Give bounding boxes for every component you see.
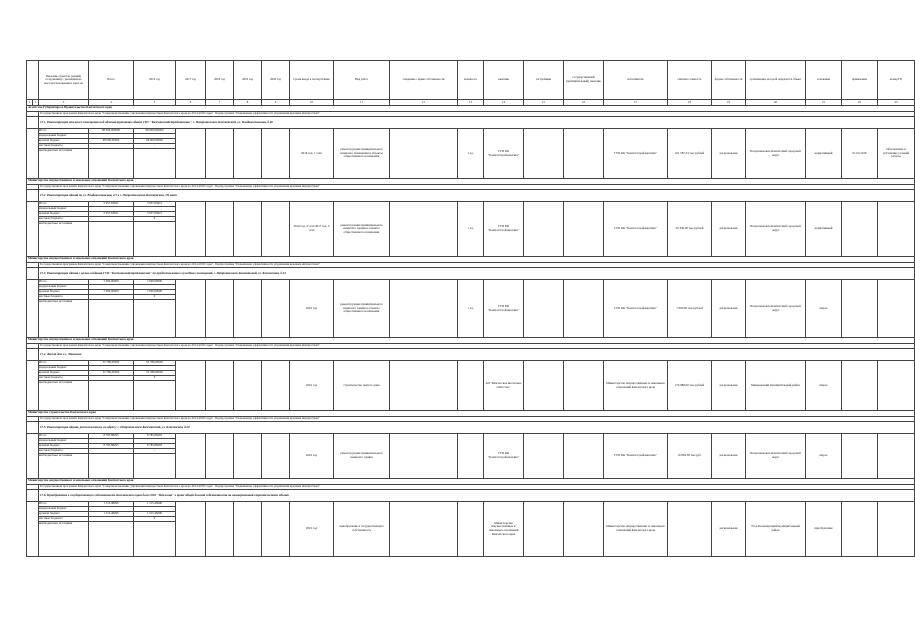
header-cell: Сроки ввода в эксплуатацию xyxy=(290,61,334,100)
funding-2016 xyxy=(134,361,176,411)
funding-year-empty xyxy=(206,202,234,257)
commissioning-term: 2016 год xyxy=(290,280,334,338)
funding-value: - xyxy=(134,144,175,149)
program-title: Государственная программа Камчатского края "Совершенствование управления имуществом Камчатского края на 2014-2018 годы". Подпрограмма "Повышение эффективности управления краевым имуществом" xyxy=(39,111,915,117)
header-cell: Итого xyxy=(89,61,134,100)
estimated-cost xyxy=(668,502,712,557)
customer: ГУП КК "Камчатстройзаказчик" xyxy=(484,434,524,479)
funding-source-label: внебюджетные источники xyxy=(39,220,73,225)
funding-value xyxy=(89,522,133,526)
developer-blank xyxy=(524,502,564,557)
funding-year-empty xyxy=(234,280,262,338)
capacity: 1 ед. xyxy=(458,280,484,338)
funding-value xyxy=(89,149,133,153)
basis: нормативный xyxy=(806,202,842,257)
header-row xyxy=(27,61,915,100)
funding-value xyxy=(134,149,175,153)
funding-source-label: внебюджетные источники xyxy=(39,298,73,303)
note xyxy=(842,502,878,557)
work-type: реконструкция муниципального нежилого здания xyxy=(334,434,390,479)
estimated-cost: 176 986,00 тыс.рублей xyxy=(668,361,712,411)
funding-year-empty xyxy=(262,361,290,411)
funding-value: 8 785,88293 xyxy=(134,444,175,449)
funding-value: 5 957,63621 xyxy=(89,212,133,217)
column-number-cell: 22 xyxy=(842,100,878,106)
object-indent xyxy=(27,422,39,434)
basis: запрос xyxy=(806,434,842,479)
program-title: Государственная программа Камчатского края "Совершенствование управления имуществом Камчатского края на 2014-2018 годы". Подпрограмма "Повышение эффективности управления краевым имуществом" xyxy=(39,262,915,268)
header-cell: Вид работ xyxy=(334,61,390,100)
column-number-cell: 17 xyxy=(604,100,668,106)
object-title: 17.2. Реконструкция здания по ул. Владивостокская, 2/1 в г. Петропавловске-Камчатском, III этап xyxy=(39,190,915,202)
developer-blank xyxy=(524,129,564,179)
state-customer-blank xyxy=(564,202,604,257)
header-cell: 2016 год xyxy=(134,61,176,100)
header-cell: застройщик xyxy=(524,61,564,100)
funding-value: - xyxy=(134,449,175,454)
commissioning-term: 2016 год xyxy=(290,502,334,557)
header-cell: Перечень объектов (зданий, сооружений) с указанием их месторасположения и адресов xyxy=(39,61,89,100)
funding-value: 55 786,00000 xyxy=(89,371,133,376)
estimated-cost: 161 587,34 тыс.рублей xyxy=(668,129,712,179)
funding-source-label: местные бюджеты xyxy=(39,144,88,149)
funding-year-empty xyxy=(176,280,206,338)
capital-construction-register-table xyxy=(26,60,915,557)
section-title: Министерство имущественных и земельных отношений Камчатского края xyxy=(27,338,915,344)
funding-2016 xyxy=(134,434,176,479)
funding-total xyxy=(89,129,134,179)
object-title: 17.3. Реконструкция здания с целью создания ГУП "Камчатскийстройзаказчик" по предоставлению служебных помещений, г. Петропавловск-Камчатский, ул. Ключевская, д.43 xyxy=(39,268,915,280)
funding-2016 xyxy=(134,129,176,179)
object-data-row xyxy=(27,361,915,411)
object-data-indent xyxy=(27,280,39,338)
funding-total xyxy=(89,202,134,257)
note xyxy=(842,434,878,479)
developer-blank xyxy=(524,280,564,338)
work-type: строительство жилого дома xyxy=(334,361,390,411)
object-data-row xyxy=(27,129,915,179)
funding-source-label: краевой бюджет xyxy=(39,444,88,449)
capacity: 1 ед. xyxy=(458,129,484,179)
column-number-cell: 6 xyxy=(176,100,206,106)
funding-source-label: федеральный бюджет xyxy=(39,366,88,371)
funding-2016 xyxy=(134,280,176,338)
header-cell: примечание xyxy=(842,61,878,100)
property-rights xyxy=(390,502,458,557)
funding-source-label: федеральный бюджет xyxy=(39,285,88,290)
funding-year-empty xyxy=(234,361,262,411)
basis: запрос xyxy=(806,280,842,338)
ownership-form: региональная xyxy=(712,202,746,257)
funding-year-empty xyxy=(262,129,290,179)
program-title: Государственная программа Камчатского края "Совершенствование управления имуществом Камчатского края на 2014-2018 годы". Подпрограмма "Повышение эффективности управления краевым имуществом" xyxy=(39,184,915,190)
object-indent xyxy=(27,490,39,502)
column-number-cell: 10 xyxy=(290,100,334,106)
funding-year-empty xyxy=(262,280,290,338)
column-number-cell: 5 xyxy=(134,100,176,106)
funding-source-label: внебюджетные источники xyxy=(39,379,73,384)
commissioning-term: 2016 год, 2 этап 2017 год, 3 этап xyxy=(290,202,334,257)
executor: Министерство имущественных и земельных отношений Камчатского края xyxy=(604,361,668,411)
funding-year-empty xyxy=(176,361,206,411)
column-number-cell: 21 xyxy=(806,100,842,106)
column-number-cell: 12 xyxy=(390,100,458,106)
funding-value xyxy=(134,381,175,385)
funding-source-label: федеральный бюджет xyxy=(39,439,88,444)
customer: ГУП КК "Камчатстройзаказчик" xyxy=(484,202,524,257)
funding-value xyxy=(134,522,175,526)
header-cell: сметная стоимость xyxy=(668,61,712,100)
object-title-row xyxy=(27,117,915,129)
estimated-cost: 7 000,00 тыс.рублей xyxy=(668,280,712,338)
object-indent xyxy=(27,190,39,202)
funding-value: 98 000,000000 xyxy=(134,129,175,134)
funding-source-label: Итого xyxy=(39,502,88,507)
funding-value xyxy=(89,381,133,385)
property-rights xyxy=(390,280,458,338)
funding-sources xyxy=(39,280,89,338)
funding-year-empty xyxy=(234,202,262,257)
column-number-cell: 2 xyxy=(33,100,39,106)
capacity: 1 ед. xyxy=(458,202,484,257)
funding-2016 xyxy=(134,202,176,257)
column-number-cell: 8 xyxy=(234,100,262,106)
object-title: 17.6. Приобретение в государственную собственность Камчатского края доли ООО "Пенжина" в праве общей долевой собственности на незавершенный строительством объект xyxy=(39,490,915,502)
receiving-organization: Мильковский муниципальный район xyxy=(746,361,806,411)
gp-number xyxy=(878,502,915,557)
object-data-row xyxy=(27,502,915,557)
funding-source-label: краевой бюджет xyxy=(39,290,88,295)
funding-sources xyxy=(39,129,89,179)
funding-value: 7 000,00000 xyxy=(134,280,175,285)
funding-source-label: внебюджетные источники xyxy=(39,452,73,457)
funding-sources xyxy=(39,202,89,257)
column-number-cell: 16 xyxy=(564,100,604,106)
funding-value: 55 786,00000 xyxy=(134,361,175,366)
object-title-row xyxy=(27,349,915,361)
executor: ГУП КК "Камчатстройзаказчик" xyxy=(604,129,668,179)
section-title: Министерство строительства Камчатского края xyxy=(27,411,915,417)
funding-source-label: краевой бюджет xyxy=(39,512,88,517)
funding-value: 0 xyxy=(134,217,175,222)
note xyxy=(842,361,878,411)
ownership-form: региональная xyxy=(712,129,746,179)
funding-year-empty xyxy=(262,434,290,479)
object-data-indent xyxy=(27,202,39,257)
funding-total xyxy=(89,361,134,411)
property-rights xyxy=(390,361,458,411)
object-title-row xyxy=(27,268,915,280)
object-title-row xyxy=(27,190,915,202)
object-title-row xyxy=(27,490,915,502)
funding-sources xyxy=(39,361,89,411)
funding-value: 1 515,48290 xyxy=(89,512,133,517)
funding-sources xyxy=(39,502,89,557)
gp-number xyxy=(878,434,915,479)
funding-value: 1 515,48290 xyxy=(134,502,175,507)
funding-value xyxy=(134,300,175,304)
funding-value: 8 785,88293 xyxy=(89,444,133,449)
funding-value: 5 957,63621 xyxy=(134,202,175,207)
funding-total xyxy=(89,434,134,479)
funding-year-empty xyxy=(206,129,234,179)
ownership-form: региональная xyxy=(712,280,746,338)
funding-value: 98 000,00000 xyxy=(134,139,175,144)
header-cell: форма собственности xyxy=(712,61,746,100)
funding-year-empty xyxy=(206,434,234,479)
column-number-cell: 23 xyxy=(878,100,915,106)
funding-year-empty xyxy=(206,280,234,338)
column-number-cell: 19 xyxy=(712,100,746,106)
work-type: реконструкция муниципального нежилого здания в объекты общественного назначения xyxy=(334,202,390,257)
object-title: 17.4. Жилой дом в с. Мильково xyxy=(39,349,915,361)
header-cell: 2017 год xyxy=(176,61,206,100)
register-table-sheet xyxy=(26,60,910,536)
funding-value: 0 xyxy=(134,376,175,381)
commissioning-term: 2016 год xyxy=(290,361,334,411)
object-data-indent xyxy=(27,361,39,411)
funding-2016 xyxy=(134,502,176,557)
object-data-indent xyxy=(27,502,39,557)
state-customer-blank xyxy=(564,502,604,557)
ownership-form: региональная xyxy=(712,434,746,479)
column-number-cell: 9 xyxy=(262,100,290,106)
header-cell: исполнитель xyxy=(604,61,668,100)
funding-source-label: краевой бюджет xyxy=(39,371,88,376)
funding-total xyxy=(89,502,134,557)
program-title: Государственная программа Камчатского края "Совершенствование управления имуществом Камчатского края на 2014-2018 годы". Подпрограмма "Повышение эффективности управления краевым имуществом" xyxy=(39,416,915,422)
funding-value: 5 957,63621 xyxy=(89,202,133,207)
funding-value xyxy=(89,454,133,458)
funding-year-empty xyxy=(176,202,206,257)
funding-year-empty xyxy=(176,434,206,479)
receiving-organization: Петропавловск-Камчатский городской округ xyxy=(746,280,806,338)
commissioning-term: 2016 год xyxy=(290,434,334,479)
column-number-cell: 1 xyxy=(27,100,33,106)
object-title: 17.5. Реконструкция здания, расположенного по адресу: г. Петропавловск-Камчатский, ул. Ключевская, д.20 xyxy=(39,422,915,434)
funding-source-label: Итого xyxy=(39,202,88,207)
column-number-cell: 18 xyxy=(668,100,712,106)
funding-value: 7 000,00000 xyxy=(134,290,175,295)
object-title: 17.1. Реконструкция нежилого помещения под административное здание ГКУ "Камчатскийстройзаказчик", г. Петропавловск-Камчатский, ул. Владивостокская, д.20 xyxy=(39,117,915,129)
column-number-cell: 11 xyxy=(334,100,390,106)
basis: нормативный xyxy=(806,129,842,179)
state-customer-blank xyxy=(564,280,604,338)
customer: АО "Камчатское ипотечное агентство" xyxy=(484,361,524,411)
object-indent xyxy=(27,117,39,129)
gp-number xyxy=(878,280,915,338)
funding-value xyxy=(89,300,133,304)
column-number-cell: 3 xyxy=(39,100,89,106)
funding-source-label: местные бюджеты xyxy=(39,217,88,222)
funding-value: 55 786,00000 xyxy=(89,361,133,366)
funding-year-empty xyxy=(234,502,262,557)
funding-value: 98 000,000000 xyxy=(89,129,133,134)
capacity xyxy=(458,434,484,479)
funding-source-label: краевой бюджет xyxy=(39,139,88,144)
work-type: приобретение в государственную собственность xyxy=(334,502,390,557)
header-cell: номер ГП xyxy=(878,61,915,100)
funding-source-label: федеральный бюджет xyxy=(39,134,88,139)
funding-value: 8 785,88293 xyxy=(134,434,175,439)
funding-value: 1 515,48290 xyxy=(89,502,133,507)
funding-year-empty xyxy=(262,502,290,557)
header-cell: 2019 год xyxy=(234,61,262,100)
object-title-row xyxy=(27,422,915,434)
section-title: Министерство имущественных и земельных отношений Камчатского края xyxy=(27,179,915,185)
funding-year-empty xyxy=(262,202,290,257)
note xyxy=(842,280,878,338)
program-title: Государственная программа Камчатского края "Совершенствование управления имуществом Камчатского края на 2014-2018 годы". Подпрограмма "Повышение эффективности управления краевым имуществом" xyxy=(39,343,915,349)
funding-total xyxy=(89,280,134,338)
funding-value: 5 957,63621 xyxy=(134,212,175,217)
developer-blank xyxy=(524,361,564,411)
state-customer-blank xyxy=(564,361,604,411)
header-cell: основание xyxy=(806,61,842,100)
work-type: реконструкция муниципального нежилого помещения в объекты общественного назначения xyxy=(334,129,390,179)
column-number-cell: 15 xyxy=(524,100,564,106)
funding-value: 0 xyxy=(134,295,175,300)
state-customer-blank xyxy=(564,434,604,479)
funding-value xyxy=(134,454,175,458)
funding-year-empty xyxy=(176,502,206,557)
header-cell: государственный (муниципальный) заказчик xyxy=(564,61,604,100)
basis: приобретение xyxy=(806,502,842,557)
gp-number xyxy=(878,202,915,257)
funding-source-label: федеральный бюджет xyxy=(39,207,88,212)
funding-source-label: Итого xyxy=(39,280,88,285)
executor: ГУП КК "Камчатстройзаказчик" xyxy=(604,202,668,257)
object-data-indent xyxy=(27,434,39,479)
column-number-cell: 4 xyxy=(89,100,134,106)
funding-value xyxy=(89,222,133,226)
header-cell: 2020 год xyxy=(262,61,290,100)
funding-source-label: местные бюджеты xyxy=(39,295,88,300)
object-data-row xyxy=(27,434,915,479)
funding-value: 98 000,00000 xyxy=(89,139,133,144)
funding-value: 1 515,48290 xyxy=(134,512,175,517)
funding-source-label: внебюджетные источники xyxy=(39,520,73,525)
section-title: Министерство имущественных и земельных отношений Камчатского края xyxy=(27,257,915,263)
customer: Министерство имущественных и земельных отношений Камчатского края xyxy=(484,502,524,557)
funding-sources xyxy=(39,434,89,479)
funding-value: 7 000,00000 xyxy=(89,280,133,285)
estimated-cost: 10 894,38 тыс.руб. xyxy=(668,434,712,479)
funding-value: 55 786,00000 xyxy=(134,371,175,376)
header-cell: организация, которой передается объект xyxy=(746,61,806,100)
object-data-row xyxy=(27,202,915,257)
object-data-indent xyxy=(27,129,39,179)
column-number-cell: 20 xyxy=(746,100,806,106)
receiving-organization: Петропавловск-Камчатский городской округ xyxy=(746,202,806,257)
executor: ГУП КК "Камчатстройзаказчик" xyxy=(604,280,668,338)
developer-blank xyxy=(524,434,564,479)
funding-year-empty xyxy=(234,434,262,479)
funding-year-empty xyxy=(234,129,262,179)
object-indent xyxy=(27,268,39,280)
header-cell: 2018 год xyxy=(206,61,234,100)
funding-source-label: Итого xyxy=(39,129,88,134)
column-number-cell: 7 xyxy=(206,100,234,106)
estimated-cost: 20 339,00 тыс.рублей xyxy=(668,202,712,257)
funding-value: 7 000,00000 xyxy=(89,290,133,295)
developer-blank xyxy=(524,202,564,257)
header-cell-blank xyxy=(27,61,39,100)
gp-number: Обеспечение и улучшение условий работы xyxy=(878,129,915,179)
property-rights xyxy=(390,202,458,257)
commissioning-term: 2016 год, 1 этап xyxy=(290,129,334,179)
funding-value: 8 785,88293 xyxy=(89,434,133,439)
funding-source-label: федеральный бюджет xyxy=(39,507,88,512)
funding-source-label: местные бюджеты xyxy=(39,376,88,381)
capacity xyxy=(458,361,484,411)
note: 01.02.2016 xyxy=(842,129,878,179)
funding-source-label: Итого xyxy=(39,434,88,439)
column-number-cell: 13 xyxy=(458,100,484,106)
funding-source-label: местные бюджеты xyxy=(39,517,88,522)
header-cell: заказчик xyxy=(484,61,524,100)
basis: запрос xyxy=(806,361,842,411)
customer: ГУП КК "Камчатстройзаказчик" xyxy=(484,129,524,179)
property-rights xyxy=(390,434,458,479)
receiving-organization: Петропавловск-Камчатский городской округ xyxy=(746,129,806,179)
customer: ГУП КК "Камчатстройзаказчик" xyxy=(484,280,524,338)
funding-year-empty xyxy=(206,502,234,557)
receiving-organization: Усть-Большерецкий муниципальный район xyxy=(746,502,806,557)
funding-source-label: внебюджетные источники xyxy=(39,147,73,152)
object-data-row xyxy=(27,280,915,338)
funding-value: 0 xyxy=(134,517,175,522)
funding-source-label: Итого xyxy=(39,361,88,366)
funding-source-label: местные бюджеты xyxy=(39,449,88,454)
ownership-form: региональная xyxy=(712,361,746,411)
section-title: Министерство имущественных и земельных отношений Камчатского края xyxy=(27,479,915,485)
work-type: реконструкция муниципального нежилого здания в объекты общественного назначения xyxy=(334,280,390,338)
receiving-organization: Петропавловск-Камчатский городской округ xyxy=(746,434,806,479)
funding-year-empty xyxy=(206,361,234,411)
program-title: Государственная программа Камчатского края "Совершенствование управления имуществом Камчатского края на 2014-2018 годы". Подпрограмма "Повышение эффективности управления краевым имуществом" xyxy=(39,484,915,490)
funding-value xyxy=(134,222,175,226)
funding-year-empty xyxy=(176,129,206,179)
executor: ГУП КК "Камчатстройзаказчик" xyxy=(604,434,668,479)
header-cell: мощность xyxy=(458,61,484,100)
state-customer-blank xyxy=(564,129,604,179)
column-number-cell: 14 xyxy=(484,100,524,106)
note xyxy=(842,202,878,257)
funding-source-label: краевой бюджет xyxy=(39,212,88,217)
property-rights xyxy=(390,129,458,179)
gp-number xyxy=(878,361,915,411)
capacity xyxy=(458,502,484,557)
executor: Министерство имущественных и земельных отношений Камчатского края xyxy=(604,502,668,557)
section-title: Агентство Губернатора и Правительства Камчатского края xyxy=(27,106,915,112)
header-cell: Сведения о праве собственности xyxy=(390,61,458,100)
ownership-form: региональная xyxy=(712,502,746,557)
object-indent xyxy=(27,349,39,361)
